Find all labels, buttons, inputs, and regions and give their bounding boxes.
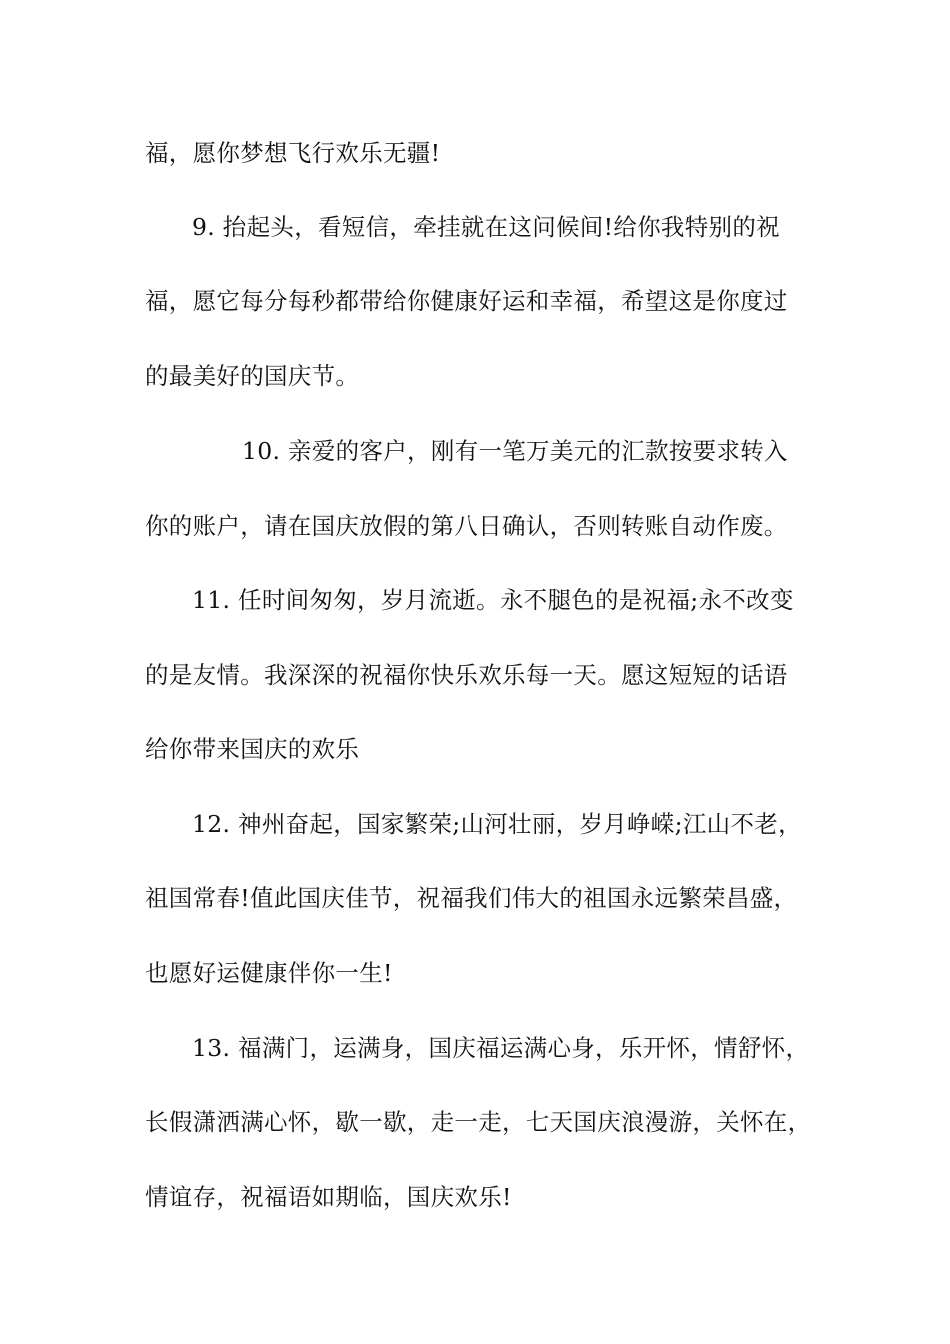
item-13-line-1: 13. 福满门，运满身，国庆福运满心身，乐开怀，情舒怀， bbox=[192, 1034, 810, 1062]
item-9-line-2: 福，愿它每分每秒都带给你健康好运和幸福，希望这是你度过 bbox=[145, 287, 788, 315]
item-11-line-3: 给你带来国庆的欢乐 bbox=[145, 735, 360, 763]
item-12-line-3: 也愿好运健康伴你一生! bbox=[145, 959, 393, 987]
item-10-line-2: 你的账户，请在国庆放假的第八日确认，否则转账自动作废。 bbox=[145, 512, 788, 540]
text-line-1: 福，愿你梦想飞行欢乐无疆! bbox=[145, 139, 441, 167]
item-12-line-2: 祖国常春!值此国庆佳节，祝福我们伟大的祖国永远繁荣昌盛， bbox=[145, 884, 798, 912]
item-13-line-2: 长假潇洒满心怀，歇一歇，走一走，七天国庆浪漫游，关怀在， bbox=[145, 1108, 812, 1136]
item-10-line-1: 10. 亲爱的客户，刚有一笔万美元的汇款按要求转入 bbox=[242, 437, 788, 465]
item-13-line-3: 情谊存，祝福语如期临，国庆欢乐! bbox=[145, 1183, 512, 1211]
item-12-line-1: 12. 神州奋起，国家繁荣;山河壮丽，岁月峥嵘;江山不老， bbox=[192, 810, 802, 838]
item-9-line-3: 的最美好的国庆节。 bbox=[145, 362, 360, 390]
item-9-line-1: 9. 抬起头，看短信，牵挂就在这问候间!给你我特别的祝 bbox=[192, 213, 780, 241]
item-11-line-1: 11. 任时间匆匆，岁月流逝。永不腿色的是祝福;永不改变 bbox=[192, 586, 794, 614]
item-11-line-2: 的是友情。我深深的祝福你快乐欢乐每一天。愿这短短的话语 bbox=[145, 661, 788, 689]
